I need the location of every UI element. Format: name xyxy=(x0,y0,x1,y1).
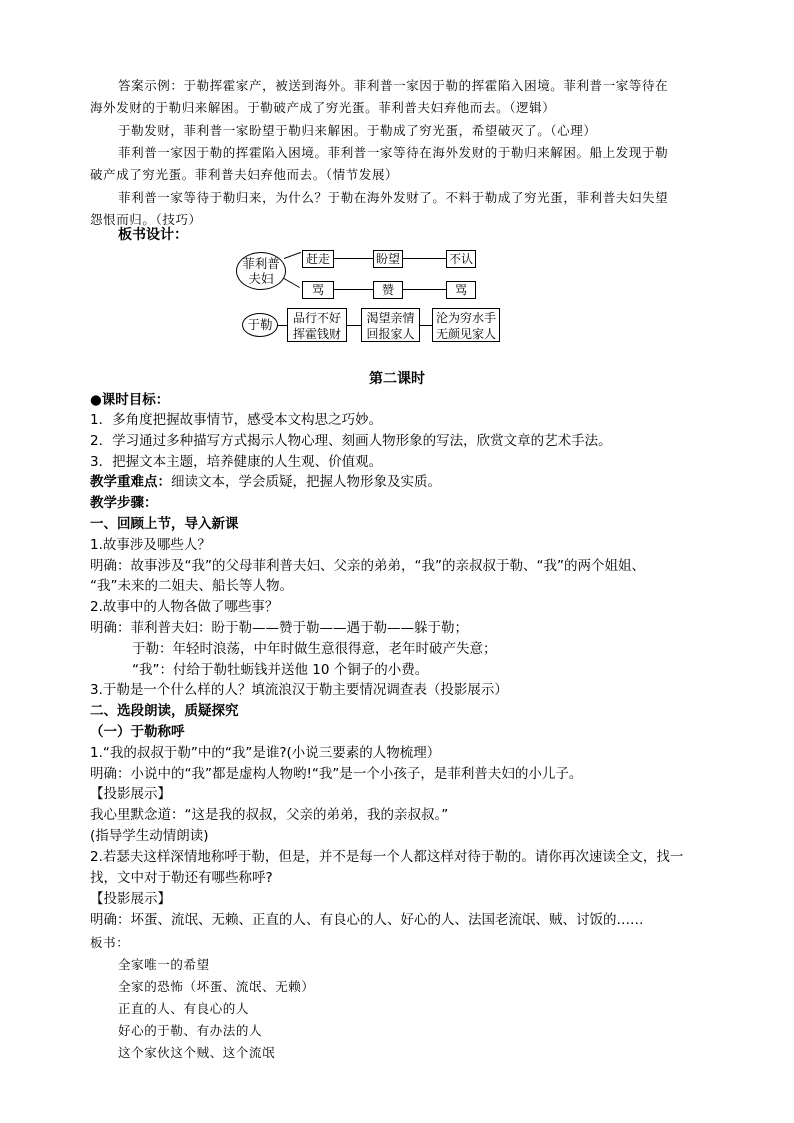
board-item-2: 全家的恐怖（坏蛋、流氓、无赖） xyxy=(118,979,315,994)
connector-line xyxy=(420,325,432,326)
answer-example-line-1: 答案示例：于勒挥霍家产，被送到海外。菲利普一家因于勒的挥霍陷入困境。菲利普一家等待在 xyxy=(118,78,669,93)
answer-psychology-line: 于勒发财，菲利普一家盼望于勒归来解困。于勒成了穷光蛋，希望破灭了。（心理） xyxy=(118,123,597,138)
board-item-5: 这个家伙这个贼、这个流氓 xyxy=(118,1045,276,1060)
box-poor-sailor: 沦为穷水手 无颜见家人 xyxy=(432,308,500,342)
connector-line xyxy=(277,325,287,326)
julie-node: 于勒 xyxy=(242,313,278,337)
teaching-steps-heading: 教学步骤： xyxy=(90,495,158,511)
board-label: 板书： xyxy=(90,935,130,950)
lesson-two-title: 第二课时 xyxy=(369,371,425,387)
box-long-for-family: 渴望亲情 回报家人 xyxy=(361,308,420,342)
answer-2-line-1: 明确：菲利普夫妇：盼于勒——赞于勒——遇于勒——躲于勒； xyxy=(90,620,468,636)
subsection-address-heading: （一）于勒称呼 xyxy=(90,724,185,740)
goal-1: 1．多角度把握故事情节，感受本文构思之巧妙。 xyxy=(90,412,383,428)
answer-1-line-1: 明确：故事涉及“我”的父母菲利普夫妇、父亲的弟弟，“我”的亲叔叔于勒、“我”的两个姐姐、 xyxy=(90,558,645,574)
answer-2-line-3: “我”：付给于勒牡蛎钱并送他 10 个铜子的小费。 xyxy=(132,662,429,678)
answer-example-line-2: 海外发财的于勒归来解困。于勒破产成了穷光蛋。菲利普夫妇弃他而去。（逻辑） xyxy=(90,100,556,115)
section-one-heading: 一、回顾上节，导入新课 xyxy=(90,516,239,532)
board-item-3: 正直的人、有良心的人 xyxy=(118,1001,250,1016)
box-scold-2: 骂 xyxy=(446,281,476,299)
answer-1-line-2: “我”未来的二姐夫、船长等人物。 xyxy=(90,578,293,594)
quote-line: 我心里默念道：“这是我的叔叔，父亲的弟弟，我的亲叔叔。” xyxy=(90,807,449,823)
question-1: 1.故事涉及哪些人？ xyxy=(90,537,211,553)
connector-line xyxy=(333,289,373,290)
box-scold-1: 骂 xyxy=(302,281,334,299)
board-item-4: 好心的于勒、有办法的人 xyxy=(118,1023,263,1038)
answer-5: 明确：坏蛋、流氓、无赖、正直的人、有良心的人、好心的人、法国老流氓、贼、讨饭的…… xyxy=(90,912,644,928)
teaching-focus-label: 教学重难点： xyxy=(90,474,171,490)
projection-label-2: 【投影展示】 xyxy=(90,891,171,907)
box-look-forward: 盼望 xyxy=(373,250,403,268)
answer-2-line-2: 于勒：年轻时浪荡，中年时做生意很得意，老年时破产失意； xyxy=(132,641,497,657)
connector-line xyxy=(402,289,446,290)
board-item-1: 全家唯一的希望 xyxy=(118,957,210,972)
question-4: 1.“我的叔叔于勒”中的“我”是谁?(小说三要素的人物梳理） xyxy=(90,745,441,761)
goal-3: 3．把握文本主题，培养健康的人生观、价值观。 xyxy=(90,454,383,470)
answer-4: 明确：小说中的“我”都是虚构人物哟!“我”是一个小孩子，是菲利普夫妇的小儿子。 xyxy=(90,766,583,782)
connector-line xyxy=(333,258,373,259)
question-2: 2.故事中的人物各做了哪些事？ xyxy=(90,599,279,615)
board-diagram xyxy=(236,246,526,346)
box-bad-character: 品行不好 挥霍钱财 xyxy=(287,308,347,342)
teaching-focus-text: 细读文本，学会质疑，把握人物形象及实质。 xyxy=(171,474,441,490)
answer-plot-line-1: 菲利普一家因于勒的挥霍陷入困境。菲利普一家等待在海外发财的于勒归来解困。船上发现于勒 xyxy=(118,145,669,160)
connector-line xyxy=(347,325,361,326)
answer-technique-line-2: 怨恨而归。（技巧） xyxy=(90,212,202,227)
goal-2: 2．学习通过多种描写方式揭示人物心理、刻画人物形象的写法，欣赏文章的艺术手法。 xyxy=(90,433,612,449)
section-two-heading: 二、选段朗读，质疑探究 xyxy=(90,703,239,719)
board-design-heading: 板书设计： xyxy=(118,227,188,243)
lesson-goals-heading: ●课时目标： xyxy=(90,392,170,408)
reading-guide: (指导学生动情朗读) xyxy=(90,828,209,844)
question-5-line-1: 2.若瑟夫这样深情地称呼于勒，但是，并不是每一个人都这样对待于勒的。请你再次速读全文，找一 xyxy=(90,849,684,865)
philippe-couple-label: 菲利普 夫妇 xyxy=(242,256,280,286)
box-drive-away: 赶走 xyxy=(302,250,334,268)
teaching-focus xyxy=(90,472,441,492)
answer-plot-line-2: 破产成了穷光蛋。菲利普夫妇弃他而去。（情节发展） xyxy=(90,167,399,182)
box-deny: 不认 xyxy=(446,250,476,268)
box-praise: 赞 xyxy=(373,281,403,299)
answer-technique-line-1: 菲利普一家等待于勒归来，为什么？于勒在海外发财了。不料于勒成了穷光蛋，菲利普夫妇失望 xyxy=(118,190,669,205)
question-5-line-2: 找，文中对于勒还有哪些称呼? xyxy=(90,870,273,886)
connector-line xyxy=(284,252,301,259)
projection-label-1: 【投影展示】 xyxy=(90,786,171,802)
question-3: 3.于勒是一个什么样的人？填流浪汉于勒主要情况调查表（投影展示） xyxy=(90,682,508,698)
philippe-couple-node xyxy=(236,252,286,290)
connector-line xyxy=(402,258,446,259)
connector-line xyxy=(284,278,300,288)
